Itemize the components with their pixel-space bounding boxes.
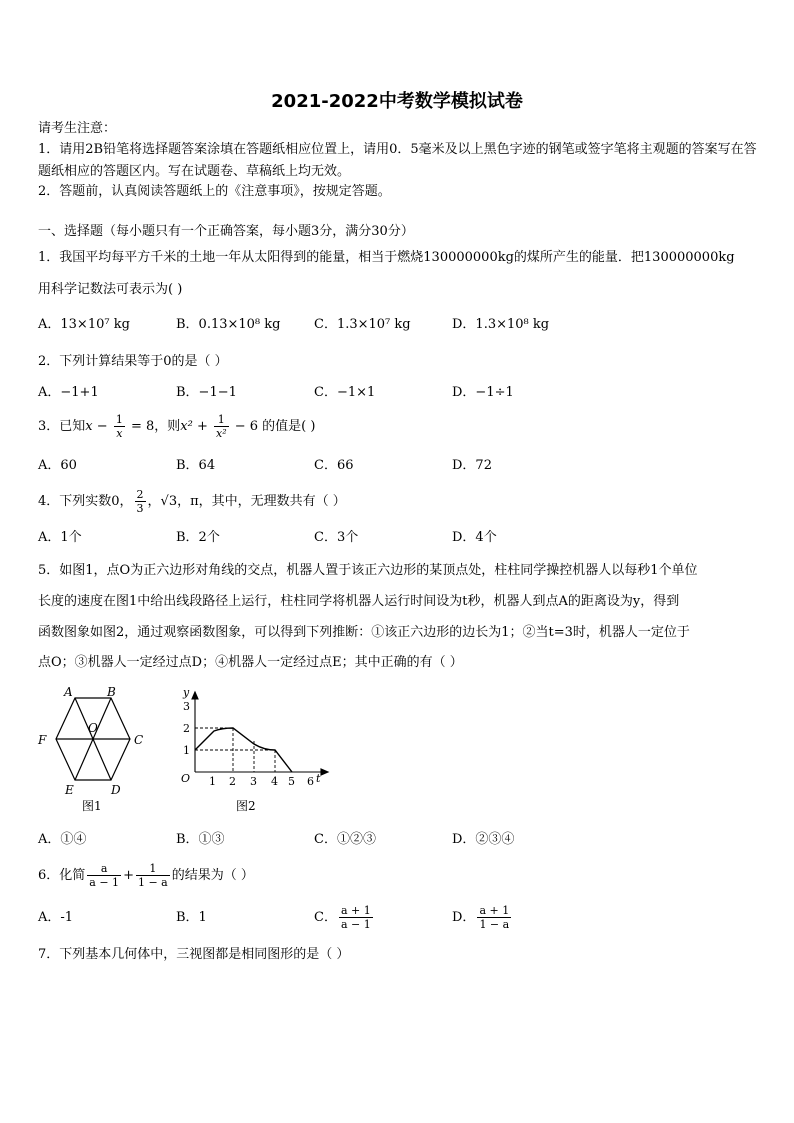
q4-option-c: C．3个 bbox=[314, 530, 359, 545]
q6-fraction-2 bbox=[136, 862, 170, 889]
q6-option-d bbox=[452, 903, 513, 933]
section-heading: 一、选择题（每小题只有一个正确答案，每小题3分，满分30分） bbox=[38, 224, 414, 239]
q4-fraction bbox=[135, 488, 146, 515]
q6-option-c-fraction bbox=[339, 904, 373, 931]
label-b: B bbox=[107, 685, 116, 699]
q4-prefix: 4．下列实数0， bbox=[38, 494, 133, 509]
x-tick-6: 6 bbox=[307, 775, 314, 788]
q3-tail: − 6 的值是( ) bbox=[234, 419, 316, 434]
q4-stem bbox=[38, 486, 346, 518]
q6-option-d-fraction bbox=[477, 904, 511, 931]
y-tick-3: 3 bbox=[183, 700, 190, 713]
q1-option-a: A．13×10⁷ kg bbox=[38, 317, 130, 332]
q1-option-c: C．1.3×10⁷ kg bbox=[314, 317, 411, 332]
q6-option-d-label: D． bbox=[452, 910, 476, 925]
q2-options bbox=[38, 382, 760, 404]
q4-options bbox=[38, 527, 760, 549]
q6-frac1-num: a bbox=[87, 862, 121, 876]
y-axis-label: y bbox=[183, 686, 190, 699]
q6-option-a: A．-1 bbox=[38, 910, 74, 925]
figure-1-hexagon bbox=[30, 682, 160, 817]
q5-line-4: 点O；③机器人一定经过点D；④机器人一定经过点E；其中正确的有（ ） bbox=[38, 655, 463, 670]
q3-plus: + bbox=[196, 419, 208, 434]
x-tick-1: 1 bbox=[209, 775, 216, 788]
q6-prefix: 6．化简 bbox=[38, 868, 86, 883]
q4-option-d: D．4个 bbox=[452, 530, 497, 545]
q3-options bbox=[38, 455, 760, 477]
q6-frac2-num: 1 bbox=[136, 862, 170, 876]
label-f: F bbox=[38, 733, 47, 747]
page-title: 2021-2022中考数学模拟试卷 bbox=[271, 91, 523, 112]
q3-fraction-1-over-x bbox=[114, 413, 125, 440]
q6-option-c bbox=[314, 903, 375, 933]
q7-stem: 7．下列基本几何体中，三视图都是相同图形的是（ ） bbox=[38, 947, 350, 962]
q5-line-2: 长度的速度在图1中给出线段路径上运行，柱柱同学将机器人运行时间设为t秒，机器人到点A的距离设为y，得到 bbox=[38, 594, 680, 609]
q2-option-b: B．−1−1 bbox=[176, 385, 237, 400]
notice-heading: 请考生注意： bbox=[38, 121, 117, 136]
q6-fraction-1 bbox=[87, 862, 121, 889]
y-tick-1: 1 bbox=[183, 744, 190, 757]
q6-option-c-label: C． bbox=[314, 910, 337, 925]
q2-option-d: D．−1÷1 bbox=[452, 385, 514, 400]
y-axis-arrow bbox=[192, 692, 198, 699]
q3-option-a: A．60 bbox=[38, 458, 77, 473]
q3-eq8: = 8，则 bbox=[130, 419, 181, 434]
x-axis-label: t bbox=[316, 772, 321, 785]
label-e: E bbox=[65, 783, 74, 797]
q6-tail: 的结果为（ ） bbox=[171, 868, 254, 883]
notice-item-1: 1．请用2B铅笔将选择题答案涂填在答题纸相应位置上，请用0．5毫米及以上黑色字迹的钢笔或签字笔将主观题的答案写在答题纸相应的答题区内。写在试题卷、草稿纸上均无效。 bbox=[38, 142, 757, 179]
q4-tail: ，√3，π，其中，无理数共有（ ） bbox=[147, 494, 346, 509]
q1-line-2: 用科学记数法可表示为( ) bbox=[38, 282, 183, 297]
q5-option-b: B．①③ bbox=[176, 832, 225, 847]
q4-option-a: A．1个 bbox=[38, 530, 82, 545]
q5-line-1: 5．如图1，点O为正六边形对角线的交点，机器人置于该正六边形的某顶点处，柱柱同学操控机器人以每秒1个单位 bbox=[38, 563, 698, 578]
q6-plus: + bbox=[123, 868, 134, 883]
label-c: C bbox=[134, 733, 144, 747]
q4-frac-num: 2 bbox=[136, 488, 144, 501]
q1-options bbox=[38, 314, 760, 336]
q2-option-c: C．−1×1 bbox=[314, 385, 376, 400]
q6-options bbox=[38, 903, 760, 937]
label-a: A bbox=[64, 685, 73, 699]
q4-frac-den: 3 bbox=[136, 502, 144, 515]
q3-option-d: D．72 bbox=[452, 458, 492, 473]
x-tick-3: 3 bbox=[250, 775, 257, 788]
q3-option-c: C．66 bbox=[314, 458, 354, 473]
q3-minus: − bbox=[96, 419, 108, 434]
q6-c-num: a + 1 bbox=[340, 904, 371, 917]
figure-1-caption: 图1 bbox=[82, 799, 102, 813]
q3-option-b: B．64 bbox=[176, 458, 216, 473]
notice-item-2: 2．答题前，认真阅读答题纸上的《注意事项》，按规定答题。 bbox=[38, 184, 391, 199]
q3-frac1-num: 1 bbox=[115, 413, 123, 426]
q2-option-a: A．−1+1 bbox=[38, 385, 99, 400]
y-tick-2: 2 bbox=[183, 722, 190, 735]
function-curve bbox=[195, 728, 292, 772]
origin-label: O bbox=[181, 772, 191, 785]
q3-prefix: 3．已知 bbox=[38, 419, 86, 434]
figure-2-caption: 图2 bbox=[236, 799, 256, 813]
q5-line-3: 函数图象如图2，通过观察函数图象，可以得到下列推断：①该正六边形的边长为1；②当t=3时，机器人一定位于 bbox=[38, 625, 690, 640]
x-tick-4: 4 bbox=[271, 775, 278, 788]
x-axis-arrow bbox=[321, 769, 328, 775]
q5-option-c: C．①②③ bbox=[314, 832, 376, 847]
q6-d-den: 1 − a bbox=[479, 918, 510, 931]
q3-x-squared: x² bbox=[180, 419, 193, 434]
q6-d-num: a + 1 bbox=[479, 904, 510, 917]
q6-frac2-den: 1 − a bbox=[137, 876, 168, 889]
q5-option-a: A．①④ bbox=[38, 832, 87, 847]
q6-stem bbox=[38, 860, 254, 892]
q5-option-d: D．②③④ bbox=[452, 832, 515, 847]
figure-2-graph bbox=[170, 682, 340, 817]
q4-option-b: B．2个 bbox=[176, 530, 220, 545]
q1-option-d: D．1.3×10⁸ kg bbox=[452, 317, 550, 332]
q6-option-b: B．1 bbox=[176, 910, 207, 925]
q3-var-x: x bbox=[85, 419, 93, 434]
q1-line-1: 1．我国平均每平方千米的土地一年从太阳得到的能量，相当于燃烧130000000kg的煤所产生的能量．把130000000kg bbox=[38, 250, 735, 265]
q5-options bbox=[38, 829, 760, 851]
label-o: O bbox=[88, 721, 98, 735]
q3-stem bbox=[38, 412, 315, 442]
q2-stem: 2．下列计算结果等于0的是（ ） bbox=[38, 354, 228, 369]
q3-frac1-den: x bbox=[116, 427, 123, 440]
q6-c-den: a − 1 bbox=[340, 918, 371, 931]
q3-frac2-num: 1 bbox=[214, 413, 229, 427]
x-tick-5: 5 bbox=[288, 775, 295, 788]
label-d: D bbox=[111, 783, 121, 797]
x-tick-2: 2 bbox=[229, 775, 236, 788]
q6-frac1-den: a − 1 bbox=[89, 876, 120, 889]
q1-option-b: B．0.13×10⁸ kg bbox=[176, 317, 281, 332]
q3-fraction-1-over-x2 bbox=[214, 413, 229, 440]
q3-frac2-den: x² bbox=[215, 427, 227, 440]
